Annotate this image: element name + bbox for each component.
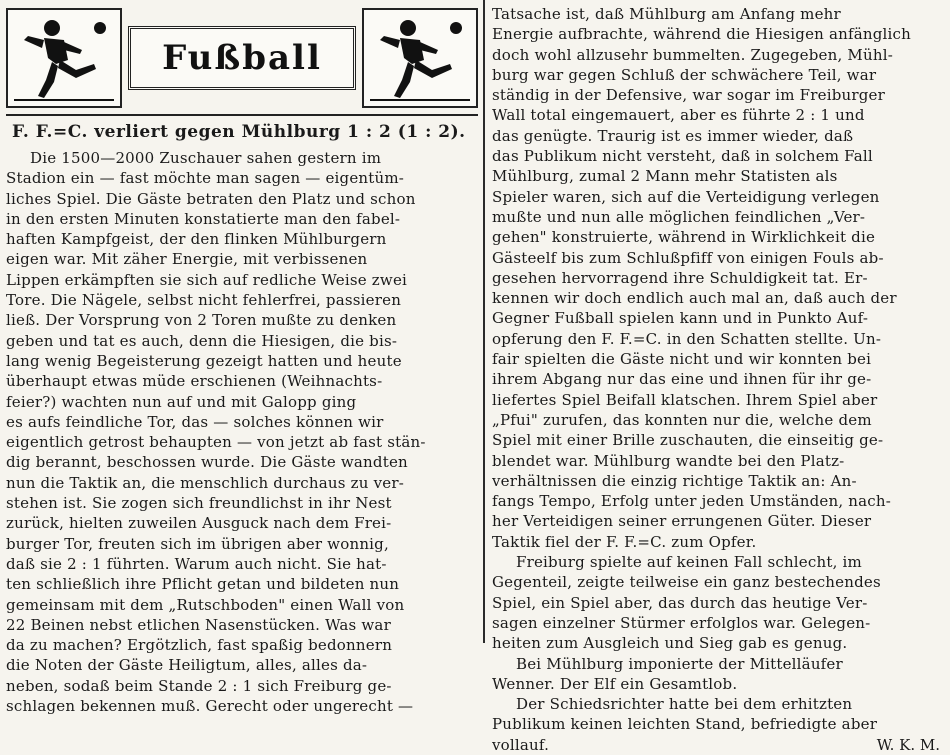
text-line: Lippen erkämpften sie sich auf redliche Weise zwei: [6, 270, 408, 289]
text-line: liches Spiel. Die Gäste betraten den Platz und schon: [6, 189, 416, 208]
text-line: her Verteidigen seiner errungenen Güter. Dieser: [492, 512, 872, 531]
text-line: Wenner. Der Elf ein Gesamtlob.: [492, 674, 738, 693]
text-line: fair spielten die Gäste nicht und wir konnten bei: [492, 350, 872, 369]
text-line: es aufs feindliche Tor, das — solches können wir: [6, 412, 384, 431]
text-line: Stadion ein — fast möchte man sagen — eigentüm-: [6, 169, 405, 188]
text-line: das Publikum nicht versteht, daß in solchem Fall: [492, 147, 873, 166]
text-line: sagen einzelner Stürmer erfolglos war. Gelegen-: [492, 613, 871, 632]
text-line: eigentlich getrost behaupten — von jetzt ab fast stän-: [6, 433, 426, 452]
text-line: überhaupt etwas müde erschienen (Weihnachts-: [6, 372, 383, 391]
text-line: feier?) wachten nun auf und mit Galopp ging: [6, 392, 357, 411]
text-line: burg war gegen Schluß der schwächere Teil, war: [492, 65, 877, 84]
text-line: schlagen bekennen muß. Gerecht oder ungerecht —: [6, 697, 414, 716]
section-title-banner: [128, 26, 356, 90]
footballer-icon: [364, 10, 476, 106]
footballer-figure-right: [362, 8, 478, 108]
text-line: „Pfui" zurufen, das konnten nur die, welche dem: [492, 410, 872, 429]
text-line: stehen ist. Sie zogen sich freundlichst in ihr Nest: [6, 494, 392, 513]
text-line: mußte und nun alle möglichen feindlichen „Ver-: [492, 207, 866, 226]
footballer-icon: [8, 10, 120, 106]
left-column: [6, 4, 478, 716]
text-line: 22 Beinen nebst etlichen Nasenstücken. Was war: [6, 615, 391, 634]
text-line: ihrem Abgang nur das eine und ihnen für ihr ge-: [492, 370, 872, 389]
text-line: Publikum keinen leichten Stand, befriedigte aber: [492, 715, 878, 734]
text-line: opferung den F. F.=C. in den Schatten stellte. Un-: [492, 329, 882, 348]
text-line: zurück, hielten zuweilen Ausguck nach dem Frei-: [6, 514, 392, 533]
text-line: vollauf.: [492, 735, 550, 754]
right-column: [492, 4, 944, 754]
text-line: in den ersten Minuten konstatierte man den fabel-: [6, 209, 401, 228]
text-line: Gegenteil, zeigte teilweise ein ganz bestechendes: [492, 573, 881, 592]
text-line: eigen war. Mit zäher Energie, mit verbissenen: [6, 250, 368, 269]
text-line: gesehen hervorragend ihre Schuldigkeit tat. Er-: [492, 268, 868, 287]
text-line: gemeinsam mit dem „Rutschboden" einen Wall von: [6, 595, 405, 614]
text-line: Spieler waren, sich auf die Verteidigung verlegen: [492, 187, 880, 206]
text-line: ließ. Der Vorsprung von 2 Toren mußte zu denken: [6, 311, 397, 330]
text-line: ständig in der Defensive, war sogar im Freiburger: [492, 86, 885, 105]
section-title: Fußball: [162, 38, 322, 78]
header-divider: [6, 114, 478, 116]
text-line: doch wohl allzusehr bummelten. Zugegeben, Mühl-: [492, 45, 893, 64]
text-line: Spiel, ein Spiel aber, das durch das heutige Ver-: [492, 593, 868, 612]
text-line: liefertes Spiel Beifall klatschen. Ihrem Spiel aber: [492, 390, 878, 409]
text-line: das genügte. Traurig ist es immer wieder, daß: [492, 126, 854, 145]
text-line: gehen" konstruierte, während in Wirklichkeit die: [492, 228, 876, 247]
text-line: haften Kampfgeist, der den flinken Mühlburgern: [6, 230, 387, 249]
text-line: dig berannt, beschossen wurde. Die Gäste wandten: [6, 453, 408, 472]
text-line: burger Tor, freuten sich im übrigen aber wonnig,: [6, 534, 389, 553]
text-line: lang wenig Begeisterung gezeigt hatten und heute: [6, 351, 402, 370]
text-line: geben und tat es auch, denn die Hiesigen, die bis-: [6, 331, 398, 350]
text-line: Die 1500—2000 Zuschauer sahen gestern im: [30, 149, 382, 167]
text-line: fangs Tempo, Erfolg unter jeden Umständen, nach-: [492, 492, 892, 511]
text-line: Der Schiedsrichter hatte bei dem erhitzten: [516, 695, 853, 714]
article-headline: F. F.=C. verliert gegen Mühlburg 1 : 2 (1 : 2).: [12, 122, 466, 142]
section-header: [6, 4, 478, 112]
text-line: neben, sodaß beim Stande 2 : 1 sich Freiburg ge-: [6, 676, 392, 695]
text-line: Gegner Fußball spielen kann und in Punkto Auf-: [492, 309, 869, 328]
text-line: heiten zum Ausgleich und Sieg gab es genug.: [492, 634, 848, 653]
text-line: daß sie 2 : 1 führten. Warum auch nicht. Sie hat-: [6, 554, 387, 573]
text-line: ten schließlich ihre Pflicht getan und bildeten nun: [6, 575, 400, 594]
text-line: Tatsache ist, daß Mühlburg am Anfang mehr: [492, 5, 841, 23]
text-line: kennen wir doch endlich auch mal an, daß auch der: [492, 289, 897, 308]
text-line: verhältnissen die einzig richtige Taktik an: An-: [492, 471, 857, 490]
text-line: Energie aufbrachte, während die Hiesigen anfänglich: [492, 25, 912, 44]
footballer-figure-left: [6, 8, 122, 108]
text-line: da zu machen? Ergötzlich, fast spaßig bedonnern: [6, 636, 393, 655]
text-line: Tore. Die Nägele, selbst nicht fehlerfrei, passieren: [6, 291, 402, 310]
author-signature: W. K. M.: [876, 735, 940, 754]
text-line: Wall total eingemauert, aber es führte 2 : 1 und: [492, 106, 865, 125]
text-line: die Noten der Gäste Heiligtum, alles, alles da-: [6, 656, 368, 675]
text-line: blendet war. Mühlburg wandte bei den Platz-: [492, 451, 845, 470]
text-line: Gästeelf bis zum Schlußpfiff von einigen Fouls ab-: [492, 248, 884, 267]
text-line: Freiburg spielte auf keinen Fall schlecht, im: [516, 553, 862, 572]
text-line: Bei Mühlburg imponierte der Mittelläufer: [516, 654, 843, 673]
text-line: Mühlburg, zumal 2 Mann mehr Statisten als: [492, 167, 838, 186]
article-body-left: [6, 148, 478, 716]
column-divider: [483, 0, 485, 643]
text-line: Spiel mit einer Brille zuschauten, die einseitig ge-: [492, 431, 884, 450]
article-body-right: [492, 4, 944, 755]
text-line: nun die Taktik an, die menschlich durchaus zu ver-: [6, 473, 404, 492]
text-line: Taktik fiel der F. F.=C. zum Opfer.: [492, 532, 757, 551]
